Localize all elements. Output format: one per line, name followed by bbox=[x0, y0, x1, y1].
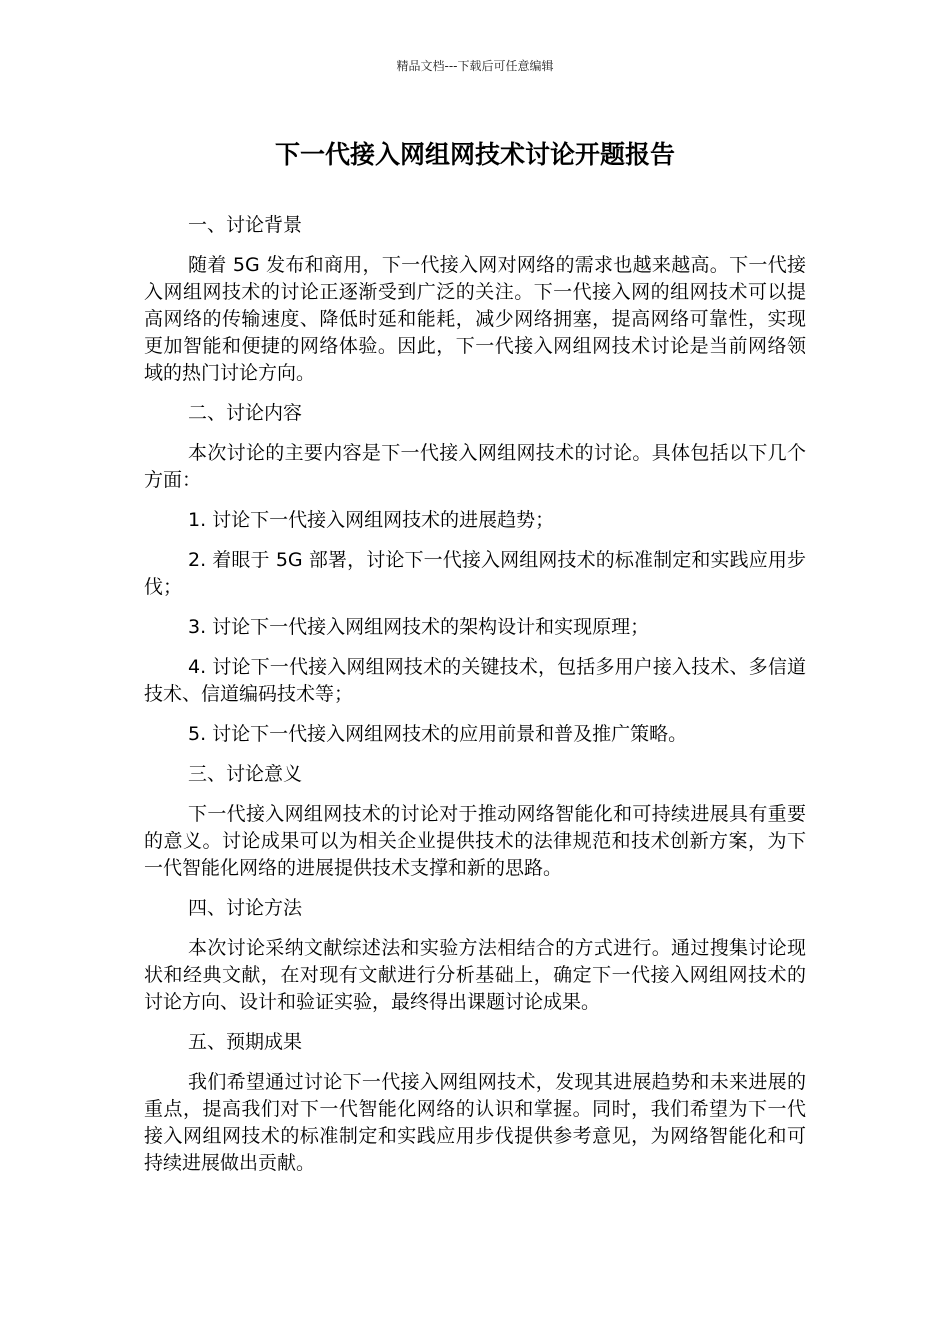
section-content bbox=[144, 400, 806, 748]
document-body bbox=[144, 212, 806, 1190]
paragraph: 本次讨论采纳文献综述法和实验方法相结合的方式进行。通过搜集讨论现状和经典文献，在对现有文献进行分析基础上，确定下一代接入网组网技术的讨论方向、设计和验证实验，最终得出课题讨论成果。 bbox=[144, 937, 806, 1013]
section-methods bbox=[144, 895, 806, 1016]
section-heading: 二、讨论内容 bbox=[188, 402, 303, 424]
document-title: 下一代接入网组网技术讨论开题报告 bbox=[274, 140, 675, 169]
section-heading: 一、讨论背景 bbox=[188, 214, 303, 236]
list-item: 1. 讨论下一代接入网组网技术的进展趋势； bbox=[188, 509, 555, 531]
section-heading: 五、预期成果 bbox=[188, 1031, 303, 1053]
section-heading: 四、讨论方法 bbox=[188, 897, 303, 919]
list-item: 5. 讨论下一代接入网组网技术的应用前景和普及推广策略。 bbox=[188, 723, 688, 745]
list-item: 4. 讨论下一代接入网组网技术的关键技术，包括多用户接入技术、多信道技术、信道编码技术等； bbox=[144, 656, 806, 705]
list-item: 3. 讨论下一代接入网组网技术的架构设计和实现原理； bbox=[188, 616, 650, 638]
list-item: 2. 着眼于 5G 部署，讨论下一代接入网组网技术的标准制定和实践应用步伐； bbox=[144, 549, 806, 598]
section-significance bbox=[144, 761, 806, 882]
header-note: 精品文档---下载后可任意编辑 bbox=[396, 59, 554, 73]
paragraph: 下一代接入网组网技术的讨论对于推动网络智能化和可持续进展具有重要的意义。讨论成果可以为相关企业提供技术的法律规范和技术创新方案，为下一代智能化网络的进展提供技术支撑和新的思路。 bbox=[144, 803, 806, 879]
section-expected-results bbox=[144, 1029, 806, 1177]
paragraph: 随着 5G 发布和商用，下一代接入网对网络的需求也越来越高。下一代接入网组网技术的讨论正逐渐受到广泛的关注。下一代接入网的组网技术可以提高网络的传输速度、降低时延和能耗，减少网络拥塞，提高网络可靠性，实现更加智能和便捷的网络体验。因此，下一代接入网组网技术讨论是当前网络领域的热门讨论方向。 bbox=[144, 254, 806, 384]
paragraph: 我们希望通过讨论下一代接入网组网技术，发现其进展趋势和未来进展的重点，提高我们对下一代智能化网络的认识和掌握。同时，我们希望为下一代接入网组网技术的标准制定和实践应用步伐提供参考意见，为网络智能化和可持续进展做出贡献。 bbox=[144, 1071, 806, 1174]
section-heading: 三、讨论意义 bbox=[188, 763, 303, 785]
section-background bbox=[144, 212, 806, 387]
paragraph: 本次讨论的主要内容是下一代接入网组网技术的讨论。具体包括以下几个方面： bbox=[144, 442, 806, 491]
